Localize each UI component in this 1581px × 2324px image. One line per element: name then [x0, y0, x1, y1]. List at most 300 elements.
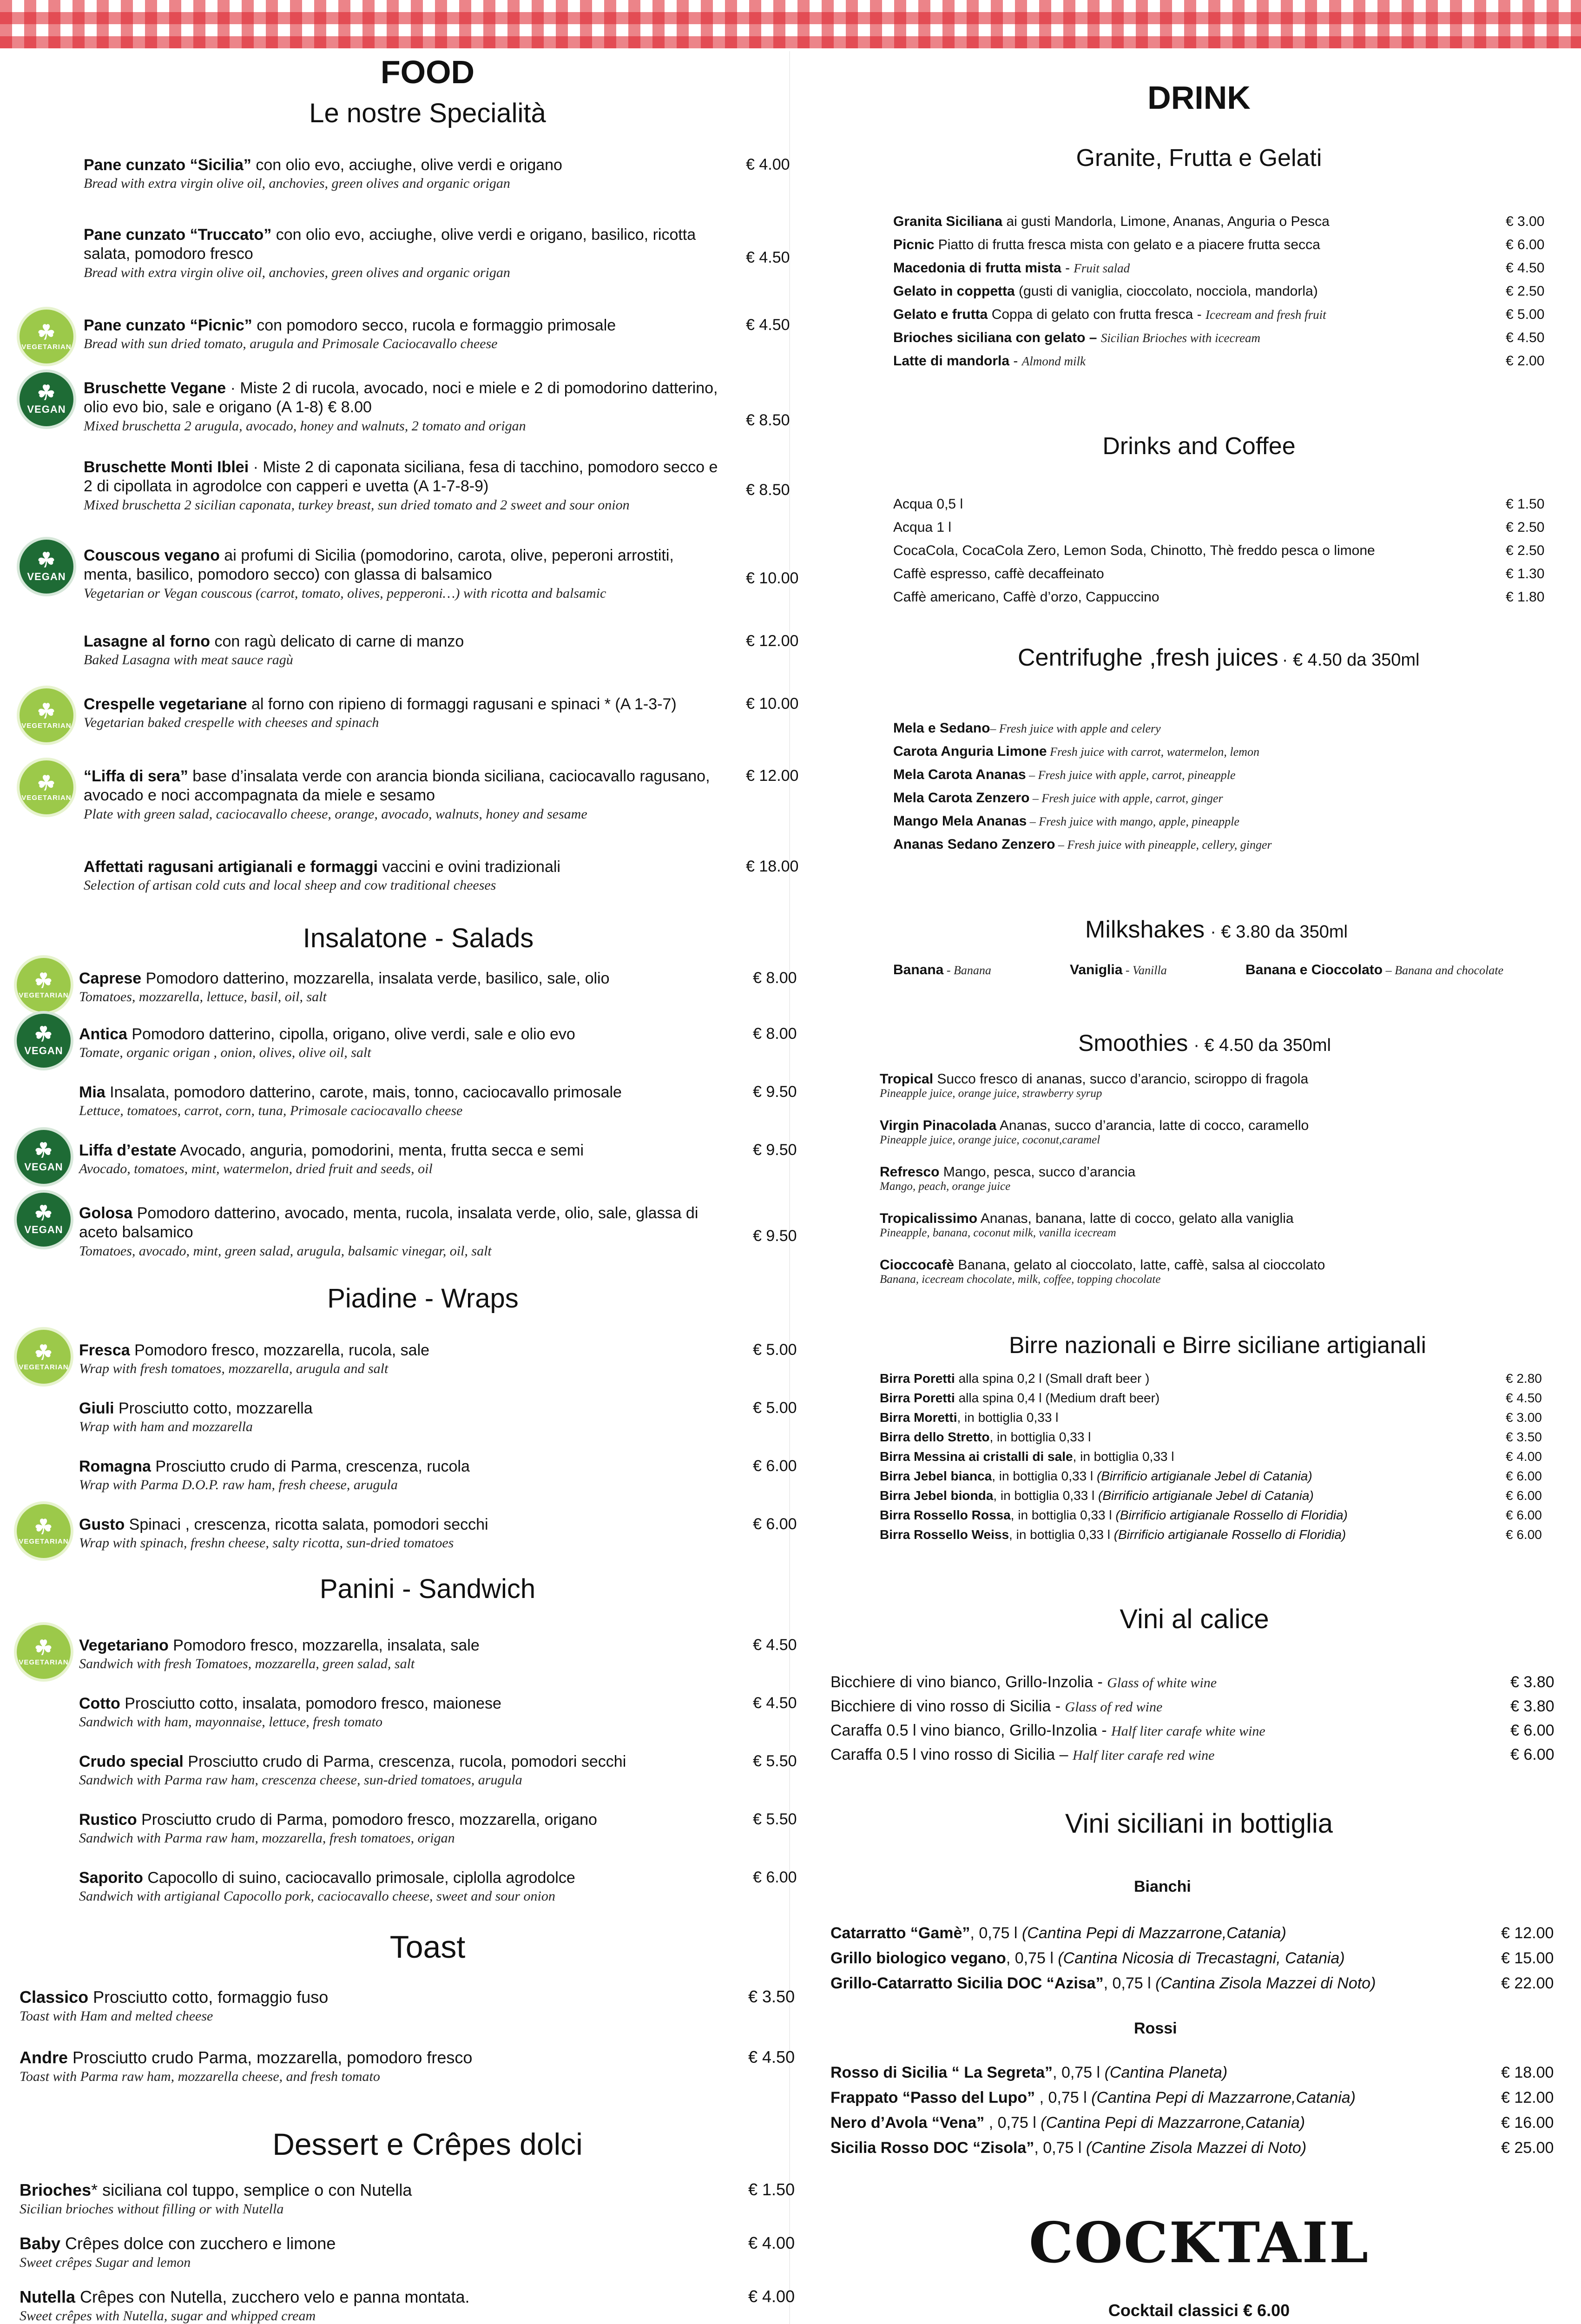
specialita-item-name: Couscous vegano [84, 547, 220, 564]
wine-price: € 15.00 [1501, 1949, 1554, 1967]
vegetarian-label: VEGETARIAN [19, 1363, 69, 1371]
smoothie-text: Ananas, banana, latte di cocco, gelato alla vaniglia [977, 1211, 1294, 1226]
juice-desc: Fresh juice with carrot, watermelon, lemon [1047, 745, 1259, 759]
wine-price: € 12.00 [1501, 2089, 1554, 2106]
wine-text: , 0,75 l [1103, 1974, 1156, 1992]
sandwich-item-price: € 6.00 [753, 1868, 797, 1886]
specialita-item-line [84, 858, 725, 877]
smoothie-name: Refresco [880, 1164, 940, 1180]
vegetarian-badge-icon [17, 307, 76, 366]
wine-item [830, 2064, 1490, 2082]
salad-item [79, 1083, 739, 1120]
smoothie-text: Banana, gelato al cioccolato, latte, caffè, salsa al cioccolato [954, 1257, 1325, 1273]
specialita-item-line [84, 695, 725, 714]
salad-item-name: Mia [79, 1083, 105, 1101]
beer-price: € 4.50 [1506, 1391, 1542, 1405]
vegetarian-label: VEGETARIAN [21, 721, 72, 730]
sandwich-item-text: Pomodoro fresco, mozzarella, insalata, sale [168, 1637, 480, 1654]
vegan-badge-icon [14, 1011, 73, 1070]
juice-item [893, 813, 1544, 829]
beer-note: (Birrificio artigianale Jebel di Catania) [1098, 1488, 1314, 1503]
granite-price: € 2.50 [1506, 284, 1545, 299]
beer-item [880, 1410, 1498, 1425]
specialita-item-line [84, 458, 725, 496]
smoothie-text: Succo fresco di ananas, succo d’arancio, sciroppo di fragola [933, 1071, 1309, 1087]
specialita-item-text: al forno con ripieno di formaggi ragusani e spinaci * (A 1-3-7) [247, 695, 677, 713]
vegetarian-label: VEGETARIAN [21, 343, 72, 351]
beer-name: Birra Rossello Weiss [880, 1527, 1009, 1542]
smoothie-item [880, 1118, 1554, 1147]
glass-item [830, 1722, 1481, 1740]
smoothie-name: Virgin Pinacolada [880, 1118, 997, 1133]
granite-text: Piatto di frutta fresca mista con gelato e a piacere frutta secca [934, 237, 1320, 252]
leaf-icon: ☘ [37, 700, 56, 723]
beer-note: (Birrificio artigianale Jebel di Catania) [1096, 1469, 1312, 1483]
specialita-item-price: € 10.00 [746, 569, 799, 587]
beer-item [880, 1430, 1498, 1445]
juice-desc: – Fresh juice with pineapple, cellery, ginger [1055, 838, 1272, 852]
granite-text: - [1061, 260, 1074, 276]
salad-item-desc: Avocado, tomatoes, mint, watermelon, dried fruit and seeds, oil [79, 1161, 433, 1177]
granite-text [1097, 330, 1101, 345]
salad-item-line [79, 1083, 739, 1102]
beer-item [880, 1469, 1498, 1484]
sandwich-item-price: € 5.50 [753, 1810, 797, 1828]
juice-name: Mela e Sedano [893, 720, 990, 736]
dessert-item-text: * siciliana col tuppo, semplice o con Nutella [91, 2180, 412, 2199]
dessert-item-desc: Sicilian brioches without filling or with Nutella [20, 2201, 284, 2217]
beer-price: € 3.50 [1506, 1430, 1542, 1444]
milkshake-desc: - Vanilla [1122, 964, 1167, 977]
toast-item-desc: Toast with Parma raw ham, mozzarella cheese, and fresh tomato [20, 2068, 380, 2084]
wrap-item-desc: Wrap with ham and mozzarella [79, 1419, 253, 1435]
wine-name: Nero d’Avola “Vena” [830, 2114, 985, 2132]
vegan-label: VEGAN [24, 1224, 63, 1235]
wrap-item-desc: Wrap with spinach, freshn cheese, salty ricotta, sun-dried tomatoes [79, 1535, 454, 1551]
dessert-item [20, 2287, 717, 2324]
toast-item-line [20, 1987, 717, 2007]
smoothies-title: Smoothies [1078, 1030, 1188, 1056]
salad-item-name: Antica [79, 1025, 127, 1043]
sandwich-item-price: € 4.50 [753, 1636, 797, 1654]
beer-item [880, 1508, 1498, 1523]
leaf-icon: ☘ [34, 1023, 53, 1046]
sandwich-item-name: Rustico [79, 1811, 137, 1829]
juice-item [893, 720, 1544, 736]
beer-item [880, 1371, 1498, 1386]
wrap-item-line [79, 1515, 739, 1534]
smoothies-heading [1078, 1030, 1496, 1056]
specialita-item-text: con olio evo, acciughe, olive verdi e origano [251, 156, 562, 174]
vegan-badge-icon [17, 537, 76, 596]
wine-text: , 0,75 l [1053, 2064, 1105, 2081]
vegetarian-label: VEGETARIAN [21, 793, 72, 802]
dessert-item-line [20, 2180, 717, 2200]
leaf-icon: ☘ [34, 1636, 53, 1659]
specialita-item-line [84, 225, 725, 264]
dessert-item-line [20, 2287, 717, 2307]
milkshake-desc: - Banana [943, 964, 991, 977]
granite-text: ai gusti Mandorla, Limone, Ananas, Anguria o Pesca [1002, 214, 1330, 229]
dessert-item-text: Crêpes dolce con zucchero e limone [60, 2234, 336, 2253]
wrap-item-price: € 6.00 [753, 1457, 797, 1475]
specialita-item-price: € 8.50 [746, 481, 790, 499]
salad-item-desc: Tomatoes, mozzarella, lettuce, basil, oil, salt [79, 989, 327, 1005]
vegetarian-label: VEGETARIAN [19, 991, 69, 999]
specialita-item-price: € 4.00 [746, 156, 790, 173]
specialita-item-name: Bruschette Monti Iblei [84, 458, 249, 476]
specialita-title: Le nostre Specialità [309, 98, 546, 128]
milkshake-desc: – Banana and chocolate [1383, 964, 1504, 977]
wine-price: € 22.00 [1501, 1974, 1554, 1992]
specialita-item [84, 632, 725, 669]
sandwich-item-text: Capocollo di suino, caciocavallo primosale, ciplolla agrodolce [143, 1869, 575, 1887]
smoothie-desc: Pineapple, banana, coconut milk, vanilla icecream [880, 1227, 1116, 1239]
salad-item-text: Pomodoro datterino, avocado, menta, rucola, insalata verde, olio, sale, glassa di aceto balsamico [79, 1204, 698, 1241]
milkshakes-title: Milkshakes [1085, 916, 1205, 943]
wine-price: € 18.00 [1501, 2064, 1554, 2081]
wine-item [830, 2139, 1490, 2157]
salad-item-name: Liffa d’estate [79, 1142, 177, 1159]
specialita-item-line [84, 156, 725, 175]
wrap-item-name: Giuli [79, 1400, 114, 1417]
leaf-icon: ☘ [34, 1202, 53, 1225]
glass-text: Caraffa 0.5 l vino rosso di Sicilia – [830, 1746, 1073, 1763]
wine-name: Rosso di Sicilia “ La Segreta” [830, 2064, 1053, 2081]
sandwich-item-line [79, 1810, 739, 1829]
smoothie-item [880, 1071, 1554, 1100]
vegan-label: VEGAN [24, 1045, 63, 1056]
specialita-item-line [84, 316, 725, 335]
vegan-badge-icon [14, 1190, 73, 1249]
smoothie-desc: Pineapple juice, orange juice, strawberry syrup [880, 1087, 1102, 1100]
granite-name: Gelato e frutta [893, 307, 988, 322]
specialita-item-line [84, 546, 725, 585]
sandwich-item-line [79, 1636, 739, 1655]
granite-text: (gusti di vaniglia, cioccolato, nocciola, mandorla) [1014, 284, 1318, 299]
wrap-item-text: Prosciutto cotto, mozzarella [114, 1400, 313, 1417]
bottiglia-title: Vini siciliani in bottiglia [1065, 1809, 1333, 1839]
glass-item [830, 1673, 1481, 1691]
wine-note: (Cantina Planeta) [1104, 2064, 1228, 2081]
specialita-item-desc: Vegetarian or Vegan couscous (carrot, tomato, olives, pepperoni…) with ricotta and balsamic [84, 585, 606, 601]
bianchi-label: Bianchi [1134, 1878, 1191, 1895]
juice-name: Mela Carota Ananas [893, 767, 1026, 782]
sandwich-item-desc: Sandwich with Parma raw ham, crescenza cheese, sun-dried tomatoes, arugula [79, 1772, 522, 1788]
beer-price: € 4.00 [1506, 1449, 1542, 1464]
wine-note: (Cantine Zisola Mazzei di Noto) [1086, 2139, 1307, 2157]
smoothie-desc: Pineapple juice, orange juice, coconut,caramel [880, 1134, 1100, 1146]
smoothie-text: Ananas, succo d’arancia, latte di cocco, caramello [996, 1118, 1309, 1133]
wine-note: (Cantina Nicosia di Trecastagni, Catania) [1058, 1949, 1345, 1967]
glass-text: Bicchiere di vino rosso di Sicilia - [830, 1697, 1065, 1715]
juice-item [893, 790, 1544, 806]
wine-text: , 0,75 l [970, 1924, 1022, 1942]
smoothie-line [880, 1071, 1554, 1087]
drink-price: € 1.30 [1506, 566, 1545, 581]
salad-item-name: Caprese [79, 970, 142, 987]
column-divider [789, 51, 790, 2324]
specialita-item-price: € 10.00 [746, 695, 799, 713]
beer-price: € 6.00 [1506, 1488, 1542, 1503]
sandwich-item [79, 1810, 739, 1847]
beer-text: alla spina 0,2 l (Small draft beer ) [955, 1371, 1150, 1386]
drink-item: Caffè espresso, caffè decaffeinato [893, 566, 1104, 581]
beer-price: € 6.00 [1506, 1527, 1542, 1542]
sandwich-item-desc: Sandwich with artigianal Capocollo pork, caciocavallo cheese, sweet and sour onion [79, 1888, 555, 1904]
drink-item: CocaCola, CocaCola Zero, Lemon Soda, Chinotto, Thè freddo pesca o limone [893, 543, 1375, 558]
wine-price: € 25.00 [1501, 2139, 1554, 2157]
specialita-item-desc: Mixed bruschetta 2 sicilian caponata, turkey breast, sun dried tomato and 2 sweet and sour onion [84, 497, 630, 513]
milkshake-name: Vaniglia [1070, 962, 1123, 977]
specialita-item-desc: Bread with extra virgin olive oil, anchovies, green olives and organic origan [84, 176, 510, 191]
specialita-item-text: ai profumi di Sicilia (pomodorino, carota, olive, peperoni arrostiti, menta, basilico, pomodoro secco) con glassa di balsamico [84, 547, 674, 584]
beer-name: Birra Jebel bianca [880, 1469, 992, 1483]
beer-item [880, 1391, 1498, 1406]
leaf-icon: ☘ [37, 382, 56, 404]
beer-name: Birra Rossello Rossa [880, 1508, 1011, 1522]
specialita-item-desc: Baked Lasagna with meat sauce ragù [84, 652, 293, 668]
wrap-item [79, 1515, 739, 1552]
wine-name: Catarratto “Gamè” [830, 1924, 970, 1942]
wrap-item-text: Prosciutto crudo di Parma, crescenza, rucola [151, 1458, 470, 1475]
salad-item [79, 969, 739, 1006]
toast-item-text: Prosciutto cotto, formaggio fuso [88, 1987, 329, 2007]
sandwich-item [79, 1694, 739, 1731]
vegetarian-badge-icon [14, 1327, 73, 1386]
toast-item-desc: Toast with Ham and melted cheese [20, 2008, 213, 2024]
wrap-item-text: Spinaci , crescenza, ricotta salata, pomodori secchi [125, 1516, 488, 1533]
specialita-item-price: € 18.00 [746, 858, 799, 875]
juice-item [893, 837, 1544, 852]
smoothie-desc: Banana, icecream chocolate, milk, coffee, topping chocolate [880, 1273, 1161, 1286]
granite-name: Gelato in coppetta [893, 284, 1015, 299]
wine-note: (Cantina Pepi di Mazzarrone,Catania) [1021, 1924, 1286, 1942]
drinks-coffee-title: Drinks and Coffee [1102, 433, 1296, 460]
granite-name: Brioches siciliana con gelato – [893, 330, 1097, 345]
milkshake-name: Banana e Cioccolato [1245, 962, 1383, 977]
toast-item-name: Classico [20, 1987, 89, 2007]
specialita-item-text: · Miste 2 di rucola, avocado, noci e miele e 2 di pomodorino datterino, olio evo bio, sale e origano (A 1-8) € 8.00 [84, 379, 718, 416]
wine-name: Frappato “Passo del Lupo” [830, 2089, 1035, 2106]
wine-name: Sicilia Rosso DOC “Zisola” [830, 2139, 1034, 2157]
specialita-item-price: € 12.00 [746, 767, 799, 785]
beer-item [880, 1449, 1498, 1464]
specialita-item [84, 316, 725, 353]
dessert-item [20, 2180, 717, 2218]
dessert-item-name: Nutella [20, 2287, 76, 2306]
specialita-item-text: con ragù delicato di carne di manzo [210, 633, 464, 650]
salad-item-line [79, 1025, 739, 1044]
wrap-item [79, 1341, 739, 1378]
granite-desc: Icecream and fresh fruit [1205, 308, 1326, 322]
glass-text: Caraffa 0.5 l vino bianco, Grillo-Inzolia - [830, 1722, 1112, 1739]
beer-note: (Birrificio artigianale Rossello di Floridia) [1113, 1527, 1346, 1542]
toast-item [20, 1987, 717, 2025]
glass-desc: Glass of red wine [1065, 1699, 1163, 1715]
milkshake-item [893, 962, 1070, 978]
beer-name: Birra Poretti [880, 1391, 955, 1405]
vegetarian-badge-icon [17, 686, 76, 745]
juice-desc: – Fresh juice with apple, carrot, pineapple [1026, 768, 1236, 782]
cocktail-title: COCKTAIL [1028, 2210, 1370, 2276]
smoothies-price-note: · € 4.50 da 350ml [1193, 1036, 1331, 1055]
dessert-item-price: € 4.00 [748, 2233, 795, 2252]
sandwich-item-name: Saporito [79, 1869, 143, 1887]
dessert-item-text: Crêpes con Nutella, zucchero velo e panna montata. [75, 2287, 470, 2306]
wine-text: , 0,75 l [984, 2114, 1041, 2132]
beer-price: € 6.00 [1506, 1469, 1542, 1483]
beer-text: , in bottiglia 0,33 l [957, 1410, 1059, 1425]
specialita-item [84, 695, 725, 732]
granite-name: Picnic [893, 237, 935, 252]
wine-item [830, 1949, 1490, 1967]
specialita-item-name: Lasagne al forno [84, 633, 211, 650]
specialita-item-line [84, 767, 725, 805]
toast-title: Toast [389, 1929, 466, 1965]
sandwich-item-line [79, 1752, 739, 1771]
glass-text: Bicchiere di vino bianco, Grillo-Inzolia - [830, 1673, 1107, 1691]
wrap-item [79, 1399, 739, 1436]
milkshakes-price-note: · € 3.80 da 350ml [1210, 922, 1348, 942]
smoothie-item [880, 1257, 1554, 1286]
wrap-item-name: Gusto [79, 1516, 125, 1533]
juice-item [893, 744, 1544, 759]
toast-item [20, 2047, 717, 2085]
smoothie-line [880, 1118, 1554, 1134]
smoothie-line [880, 1257, 1554, 1273]
sandwich-item-line [79, 1868, 739, 1888]
vegan-badge-icon [14, 1127, 73, 1187]
wine-note: (Cantina Pepi di Mazzarrone,Catania) [1091, 2089, 1356, 2106]
salad-item-text: Pomodoro datterino, mozzarella, insalata verde, basilico, sale, olio [141, 970, 610, 987]
granite-text: Coppa di gelato con frutta fresca - [988, 307, 1206, 322]
specialita-item-desc: Bread with sun dried tomato, arugula and Primosale Caciocavallo cheese [84, 336, 498, 352]
granite-item [893, 260, 1497, 276]
specialita-item-price: € 12.00 [746, 632, 799, 650]
centrifughe-price-note: · € 4.50 da 350ml [1282, 650, 1420, 670]
salad-item-line [79, 969, 739, 988]
salad-item-line [79, 1141, 739, 1160]
beer-text: alla spina 0,4 l (Medium draft beer) [955, 1391, 1160, 1405]
milkshake-item [1245, 962, 1571, 978]
beer-name: Birra Moretti [880, 1410, 957, 1425]
drink-price: € 1.80 [1506, 589, 1545, 605]
wrap-item-price: € 6.00 [753, 1515, 797, 1533]
toast-item-name: Andre [20, 2048, 68, 2067]
specialita-item-name: Pane cunzato “Truccato” [84, 226, 272, 244]
leaf-icon: ☘ [34, 1139, 53, 1162]
specialita-item-text: con olio evo, acciughe, olive verdi e origano, basilico, ricotta salata, pomodoro fresco [84, 226, 696, 263]
sandwich-item-desc: Sandwich with ham, mayonnaise, lettuce, fresh tomato [79, 1714, 382, 1730]
leaf-icon: ☘ [37, 549, 56, 572]
specialita-item-text: · Miste 2 di caponata siciliana, fesa di tacchino, pomodoro secco e 2 di cipollata in agrodolce con capperi e uvetta (A 1-7-8-9) [84, 458, 718, 495]
salad-item-desc: Tomate, organic origan , onion, olives, olive oil, salt [79, 1045, 371, 1061]
juice-name: Carota Anguria Limone [893, 744, 1047, 759]
granite-item [893, 353, 1497, 369]
insalatone-title: Insalatone - Salads [303, 923, 534, 953]
granite-desc: Fruit salad [1074, 261, 1130, 275]
beer-text: , in bottiglia 0,33 l [1009, 1527, 1114, 1542]
wine-price: € 12.00 [1501, 1924, 1554, 1942]
sandwich-item-name: Cotto [79, 1695, 120, 1712]
sandwich-item [79, 1868, 739, 1905]
glass-desc: Glass of white wine [1107, 1675, 1217, 1690]
vegetarian-badge-icon [14, 1501, 73, 1561]
wine-item [830, 1924, 1490, 1942]
smoothie-name: Tropicalissimo [880, 1211, 978, 1226]
leaf-icon: ☘ [34, 1341, 53, 1364]
sandwich-item-name: Vegetariano [79, 1637, 169, 1654]
wrap-item-line [79, 1341, 739, 1360]
beer-name: Birra Jebel bionda [880, 1488, 994, 1503]
juice-item [893, 767, 1544, 783]
beer-name: Birra dello Stretto [880, 1430, 990, 1444]
granite-item [893, 284, 1497, 299]
juice-desc: – Fresh juice with apple, carrot, ginger [1029, 792, 1223, 805]
wrap-item-text: Pomodoro fresco, mozzarella, rucola, sale [130, 1341, 430, 1359]
leaf-icon: ☘ [34, 969, 53, 992]
wrap-item-desc: Wrap with fresh tomatoes, mozzarella, arugula and salt [79, 1361, 389, 1377]
sandwich-item-text: Prosciutto crudo di Parma, crescenza, rucola, pomodori secchi [183, 1753, 626, 1770]
sandwich-item-desc: Sandwich with fresh Tomatoes, mozzarella, green salad, salt [79, 1656, 415, 1672]
calice-title: Vini al calice [1120, 1604, 1269, 1634]
granite-name: Macedonia di frutta mista [893, 260, 1061, 276]
sandwich-item-line [79, 1694, 739, 1713]
wine-name: Grillo-Catarratto Sicilia DOC “Azisa” [830, 1974, 1104, 1992]
specialita-item [84, 858, 725, 894]
specialita-item-name: Pane cunzato “Picnic” [84, 317, 252, 334]
granite-item [893, 237, 1497, 253]
wine-note: (Cantina Zisola Mazzei di Noto) [1155, 1974, 1376, 1992]
beer-text: , in bottiglia 0,33 l [993, 1488, 1098, 1503]
dessert-item [20, 2233, 717, 2271]
salad-item-desc: Lettuce, tomatoes, carrot, corn, tuna, Primosale caciocavallo cheese [79, 1103, 463, 1119]
smoothie-item [880, 1164, 1554, 1193]
glass-price: € 6.00 [1510, 1722, 1555, 1739]
beer-text: , in bottiglia 0,33 l [1073, 1449, 1174, 1464]
smoothie-name: Cioccocafè [880, 1257, 955, 1273]
beer-name: Birra Messina ai cristalli di sale [880, 1449, 1073, 1464]
specialita-item-text: vaccini e ovini tradizionali [377, 858, 560, 876]
toast-item-text: Prosciutto crudo Parma, mozzarella, pomodoro fresco [68, 2048, 473, 2067]
specialita-item-desc: Vegetarian baked crespelle with cheeses and spinach [84, 715, 379, 731]
drink-price: € 1.50 [1506, 496, 1545, 512]
specialita-item-desc: Selection of artisan cold cuts and local sheep and cow traditional cheeses [84, 878, 496, 893]
beer-name: Birra Poretti [880, 1371, 955, 1386]
dessert-item-name: Baby [20, 2234, 61, 2253]
wine-text: , 0,75 l [1034, 2139, 1086, 2157]
specialita-item-desc: Bread with extra virgin olive oil, anchovies, green olives and organic origan [84, 264, 510, 280]
granite-title: Granite, Frutta e Gelati [1076, 145, 1322, 172]
granite-price: € 3.00 [1506, 214, 1545, 229]
glass-item [830, 1697, 1481, 1716]
smoothie-desc: Mango, peach, orange juice [880, 1180, 1011, 1193]
glass-item [830, 1746, 1481, 1764]
wine-price: € 16.00 [1501, 2114, 1554, 2132]
wine-item [830, 2114, 1490, 2132]
vegetarian-label: VEGETARIAN [19, 1658, 69, 1666]
specialita-item-line [84, 379, 725, 417]
vegetarian-badge-icon [14, 955, 73, 1015]
vegetarian-badge-icon [14, 1622, 73, 1682]
drink-item: Acqua 0,5 l [893, 496, 963, 512]
salad-item-line [79, 1204, 739, 1242]
juice-name: Mela Carota Zenzero [893, 790, 1030, 805]
glass-price: € 6.00 [1510, 1746, 1555, 1763]
granite-item [893, 330, 1497, 346]
sandwich-item-text: Prosciutto crudo di Parma, pomodoro fresco, mozzarella, origano [137, 1811, 597, 1829]
